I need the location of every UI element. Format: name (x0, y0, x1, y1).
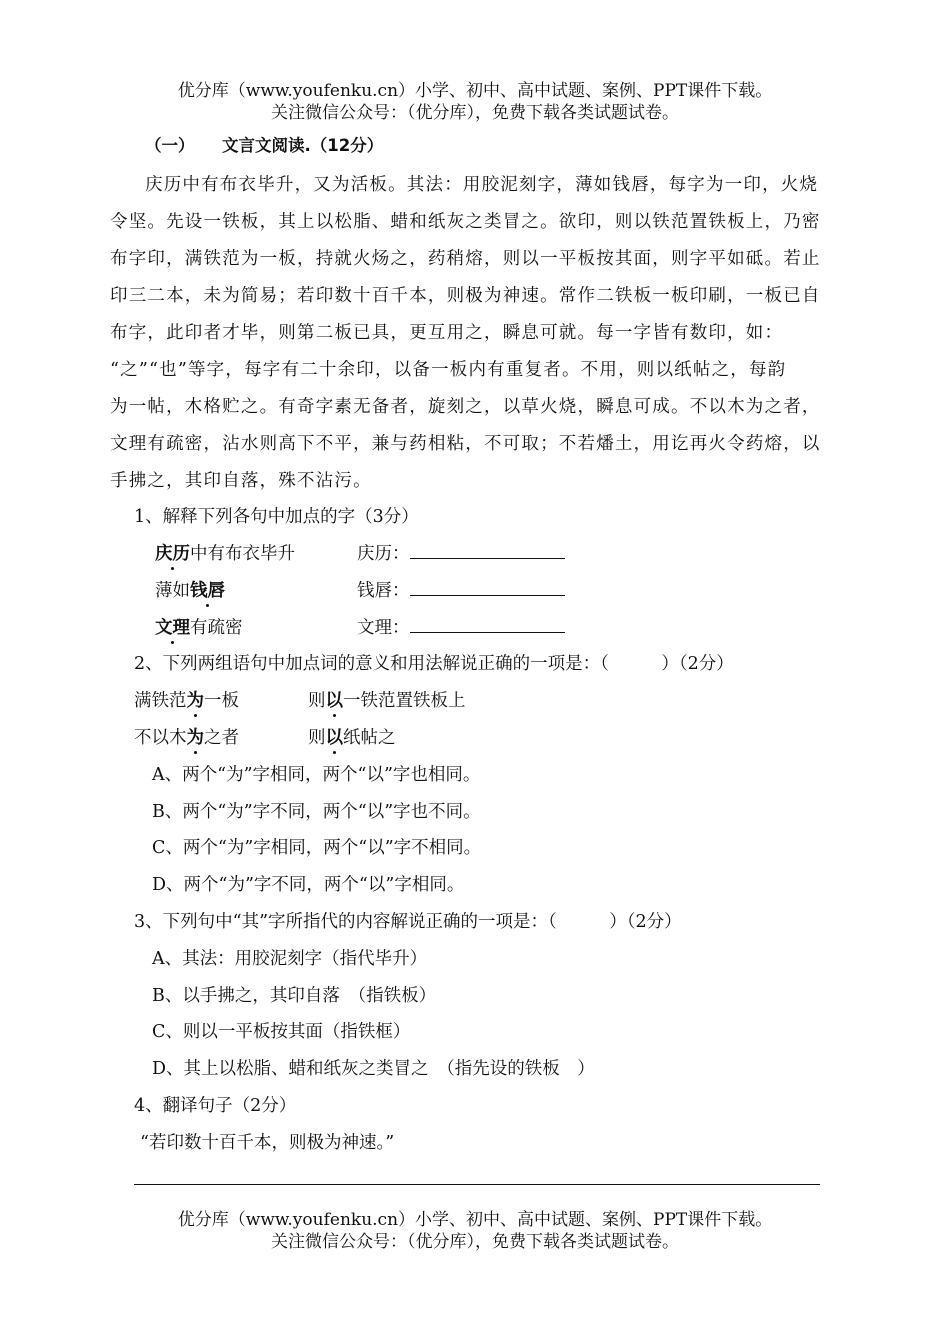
passage-line: 文理有疏密，沾水则高下不平，兼与药相粘，不可取；不若燔土，用讫再火令药熔，以 (110, 434, 821, 454)
dotted-word: 以 (325, 728, 343, 748)
section-number: （一） (145, 136, 195, 155)
passage-line: 为一帖，木格贮之。有奇字素无备者，旋刻之，以草火烧，瞬息可成。不以木为之者， (110, 397, 821, 417)
passage-line: “之”“也”等字，每字有二十余印，以备一板内有重复者。不用，则以纸帖之，每韵 (110, 360, 787, 380)
q3-option-a: A、其法：用胶泥刻字（指代毕升） (152, 949, 428, 969)
q1-item-2: 薄如钱唇 (155, 581, 225, 601)
question-1-stem: 1、解释下列各句中加点的字（3分） (134, 507, 419, 527)
q2-row-1-b: 则以一铁范置铁板上 (308, 691, 466, 711)
passage-line: 庆历中有布衣毕升，又为活板。其法：用胶泥刻字，薄如钱唇，每字为一印，火烧 (145, 175, 819, 195)
question-3-stem: 3、下列句中“其”字所指代的内容解说正确的一项是：（ ）（2分） (134, 912, 682, 932)
header-line-1: 优分库（www.youfenku.cn）小学、初中、高中试题、案例、PPT课件下载。 (177, 81, 773, 101)
passage-line: 布字印，满铁范为一板，持就火炀之，药稍熔，则以一平板按其面，则字平如砥。若止 (110, 249, 821, 269)
q2-row-2-a: 不以木为之者 (134, 728, 239, 748)
q1-answer-3: 文理： (357, 614, 565, 639)
passage-line: 令坚。先设一铁板，其上以松脂、蜡和纸灰之类冒之。欲印，则以铁范置铁板上，乃密 (110, 212, 821, 232)
q2-row-1-a: 满铁范为一板 (134, 691, 239, 711)
dotted-word: 庆历 (155, 544, 190, 564)
answer-blank[interactable] (410, 540, 565, 559)
question-2-stem: 2、下列两组语句中加点词的意义和用法解说正确的一项是：（ ）（2分） (134, 654, 734, 674)
q2-option-b: B、两个“为”字不同，两个“以”字也不同。 (152, 802, 481, 822)
passage-line: 手拂之，其印自落，殊不沾污。 (110, 471, 372, 491)
q1-item-3: 文理有疏密 (155, 618, 243, 638)
dotted-word: 钱唇 (190, 581, 225, 601)
q4-sentence: “若印数十百千本，则极为神速。” (140, 1133, 395, 1153)
footer-divider (134, 1184, 820, 1185)
q2-option-d: D、两个“为”字不同，两个“以”字相同。 (152, 875, 465, 895)
dotted-word: 为 (186, 728, 204, 748)
passage-line: 布字，此印者才毕，则第二板已具，更互用之，瞬息可就。每一字皆有数印，如： (110, 323, 784, 343)
header-line-2: 关注微信公众号：（优分库），免费下载各类试题试卷。 (271, 103, 679, 123)
q3-option-b: B、以手拂之，其印自落 （指铁板） (152, 986, 437, 1006)
section-title: 文言文阅读.（12分） (222, 136, 384, 155)
q1-answer-1: 庆历： (357, 540, 565, 565)
q1-answer-2: 钱唇： (357, 577, 565, 602)
answer-blank[interactable] (410, 614, 565, 633)
q2-option-c: C、两个“为”字相同，两个“以”字不相同。 (152, 838, 482, 858)
dotted-word: 为 (186, 691, 204, 711)
dotted-word: 文理 (155, 618, 190, 638)
q3-option-d: D、其上以松脂、蜡和纸灰之类冒之 （指先设的铁板 ） (152, 1059, 595, 1079)
q2-row-2-b: 则以纸帖之 (308, 728, 396, 748)
answer-blank[interactable] (410, 577, 565, 596)
q1-item-1: 庆历中有布衣毕升 (155, 544, 295, 564)
passage-line: 印三二本，未为简易；若印数十百千本，则极为神速。常作二铁板一板印刷，一板已自 (110, 286, 821, 306)
footer-line-1: 优分库（www.youfenku.cn）小学、初中、高中试题、案例、PPT课件下载。 (177, 1210, 773, 1230)
q2-option-a: A、两个“为”字相同，两个“以”字也相同。 (152, 765, 481, 785)
footer-line-2: 关注微信公众号：（优分库），免费下载各类试题试卷。 (271, 1232, 679, 1252)
dotted-word: 以 (325, 691, 343, 711)
question-4-stem: 4、翻译句子（2分） (134, 1096, 297, 1116)
q3-option-c: C、则以一平板按其面（指铁框） (152, 1022, 411, 1042)
